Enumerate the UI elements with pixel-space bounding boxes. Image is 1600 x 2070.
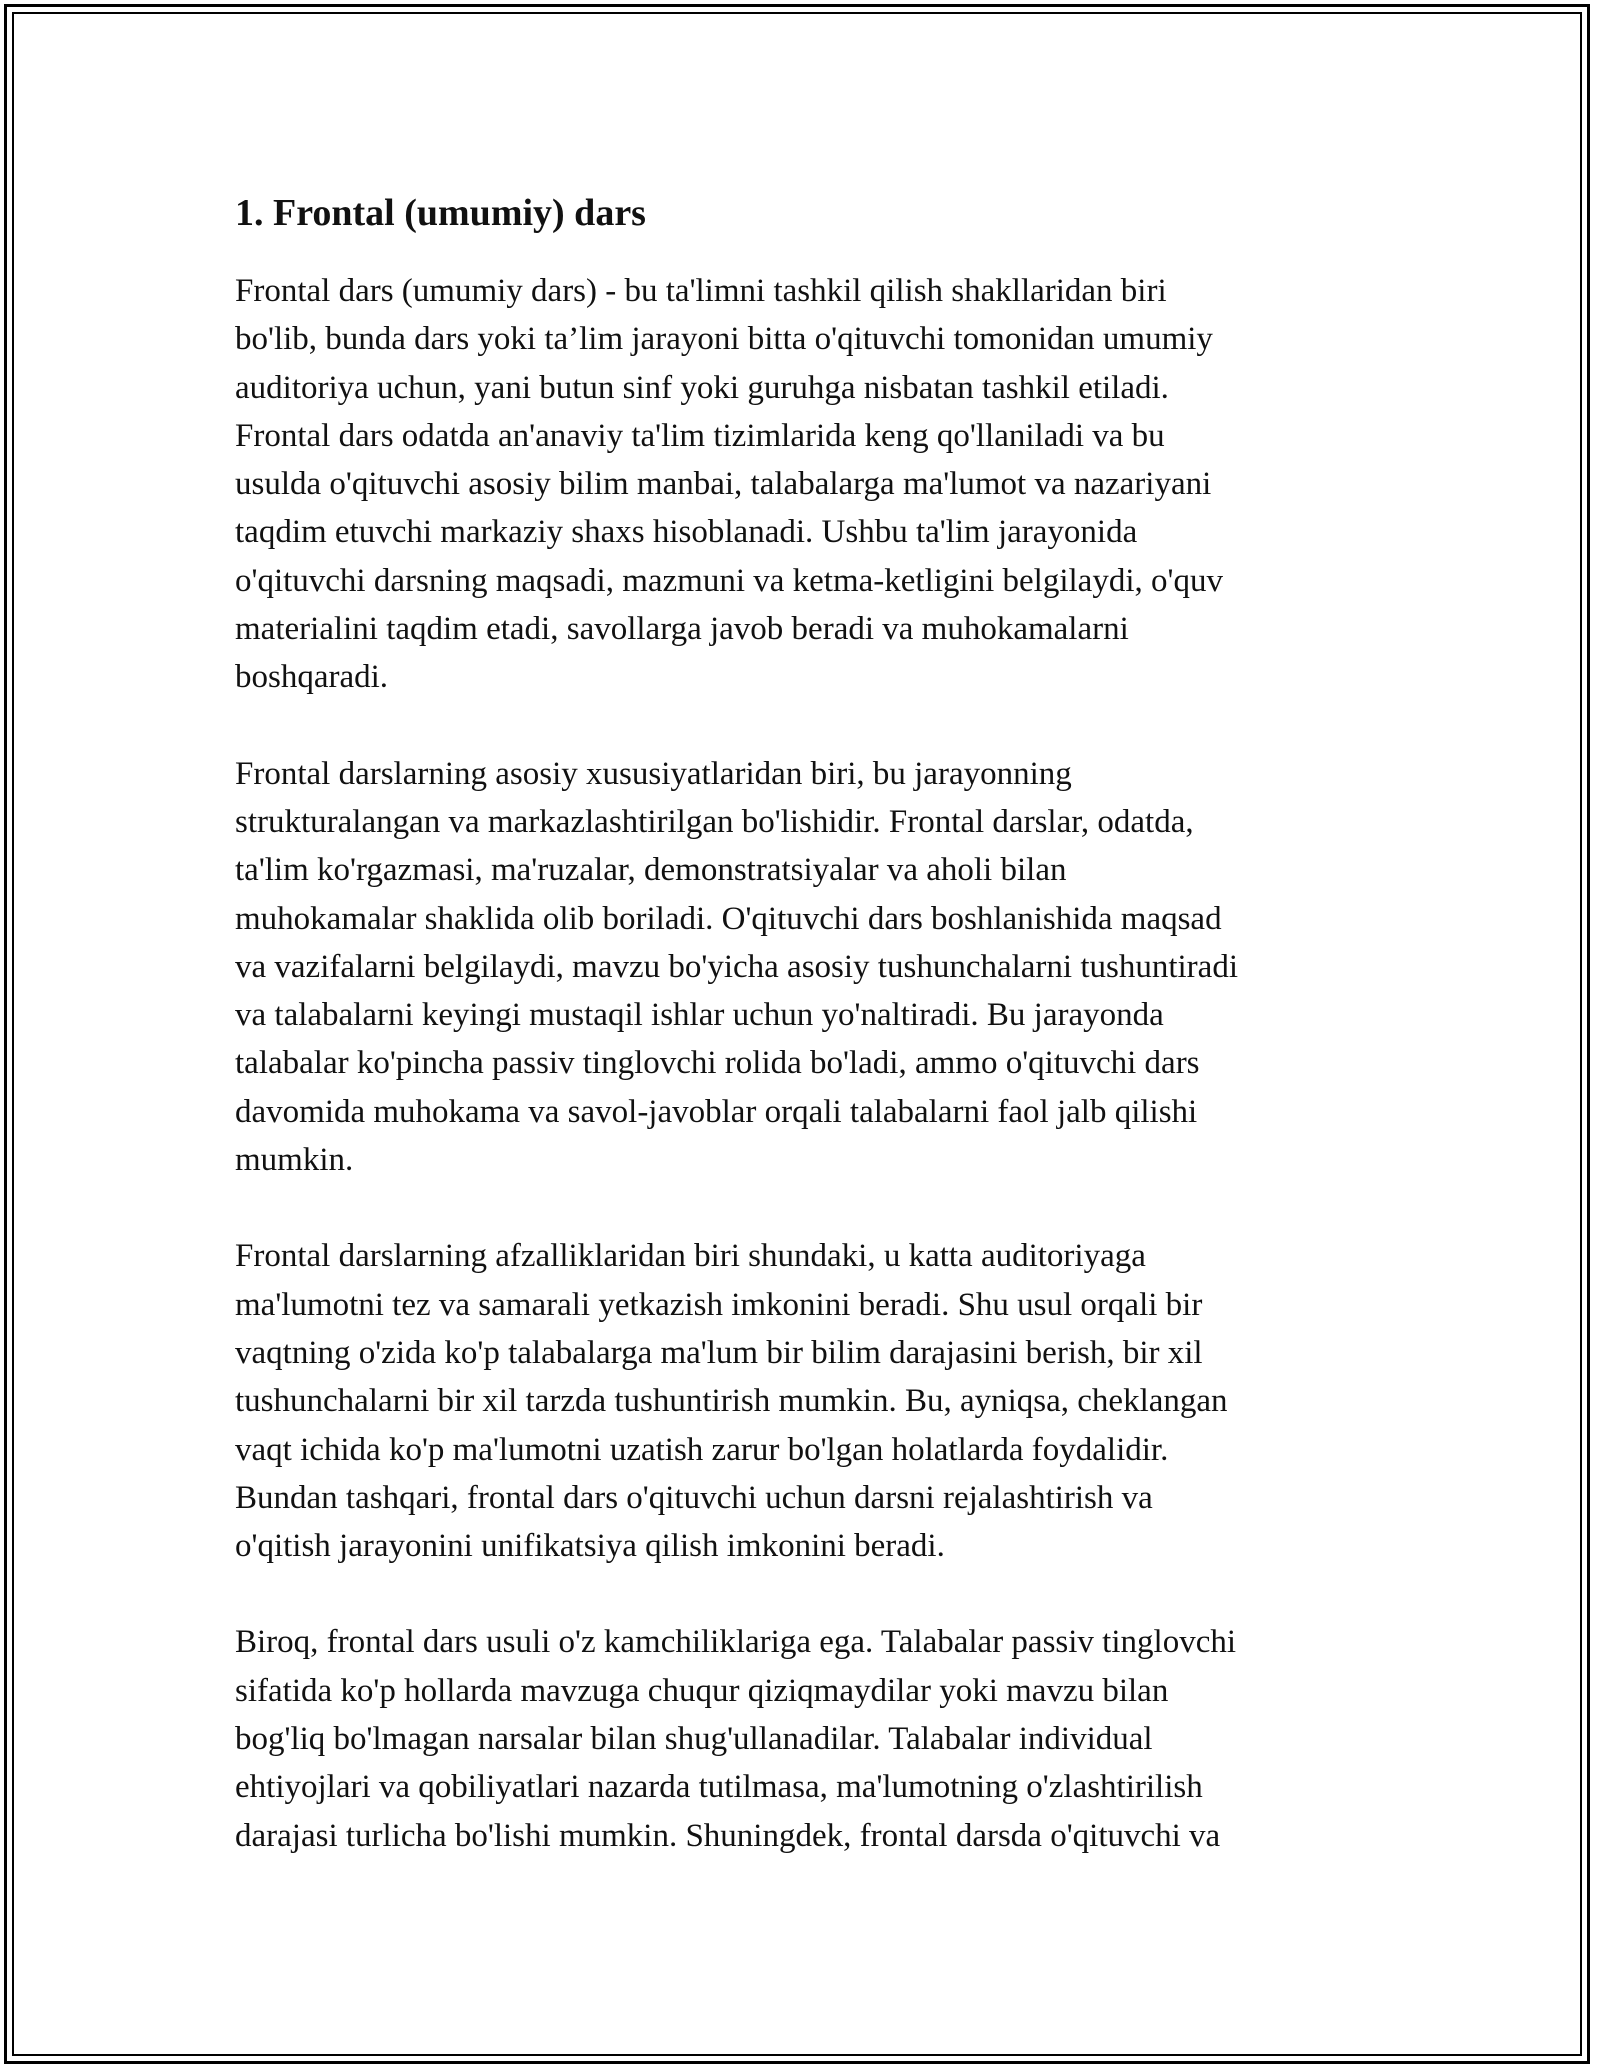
text-line: Frontal dars odatda an'anaviy ta'lim tizimlarida keng qo'llaniladi va bu xyxy=(235,417,1165,454)
text-line: talabalar ko'pincha passiv tinglovchi rolida bo'ladi, ammo o'qituvchi dars xyxy=(235,1045,1200,1082)
text-line: taqdim etuvchi markaziy shaxs hisoblanadi. Ushbu ta'lim jarayonida xyxy=(235,514,1138,551)
document-body xyxy=(235,185,1365,1908)
text-line: vaqtning o'zida ko'p talabalarga ma'lum bir bilim darajasini berish, bir xil xyxy=(235,1334,1203,1371)
text-line: darajasi turlicha bo'lishi mumkin. Shuningdek, frontal darsda o'qituvchi va xyxy=(235,1817,1221,1854)
text-line: bo'lib, bunda dars yoki ta’lim jarayoni bitta o'qituvchi tomonidan umumiy xyxy=(235,321,1213,358)
text-line: strukturalangan va markazlashtirilgan bo'lishidir. Frontal darslar, odatda, xyxy=(235,803,1194,840)
paragraph-4 xyxy=(235,1618,1365,1859)
text-line: boshqaradi. xyxy=(235,659,389,696)
text-line: tushunchalarni bir xil tarzda tushuntirish mumkin. Bu, ayniqsa, cheklangan xyxy=(235,1383,1228,1420)
text-line: Frontal darslarning afzalliklaridan biri shundaki, u katta auditoriyaga xyxy=(235,1238,1146,1275)
text-line: o'qitish jarayonini unifikatsiya qilish imkonini beradi. xyxy=(235,1528,945,1565)
text-line: Biroq, frontal dars usuli o'z kamchiliklariga ega. Talabalar passiv tinglovchi xyxy=(235,1624,1237,1661)
text-line: bog'liq bo'lmagan narsalar bilan shug'ullanadilar. Talabalar individual xyxy=(235,1721,1153,1758)
text-line: vaqt ichida ko'p ma'lumotni uzatish zarur bo'lgan holatlarda foydalidir. xyxy=(235,1431,1169,1468)
text-line: ta'lim ko'rgazmasi, ma'ruzalar, demonstratsiyalar va aholi bilan xyxy=(235,852,1067,889)
text-line: davomida muhokama va savol-javoblar orqali talabalarni faol jalb qilishi xyxy=(235,1093,1198,1130)
text-line: materialini taqdim etadi, savollarga javob beradi va muhokamalarni xyxy=(235,611,1129,648)
text-line: mumkin. xyxy=(235,1142,354,1179)
paragraph-1 xyxy=(235,267,1365,702)
text-line: va vazifalarni belgilaydi, mavzu bo'yicha asosiy tushunchalarni tushuntiradi xyxy=(235,948,1238,985)
paragraph-3 xyxy=(235,1232,1365,1570)
text-line: sifatida ko'p hollarda mavzuga chuqur qiziqmaydilar yoki mavzu bilan xyxy=(235,1672,1169,1709)
text-line: Frontal dars (umumiy dars) - bu ta'limni tashkil qilish shakllaridan biri xyxy=(235,273,1167,309)
text-line: muhokamalar shaklida olib boriladi. O'qituvchi dars boshlanishida maqsad xyxy=(235,900,1222,937)
text-line: ma'lumotni tez va samarali yetkazish imkonini beradi. Shu usul orqali bir xyxy=(235,1286,1203,1323)
text-line: Bundan tashqari, frontal dars o'qituvchi uchun darsni rejalashtirish va xyxy=(235,1479,1153,1516)
section-heading: 1. Frontal (umumiy) dars xyxy=(235,192,646,234)
text-line: auditoriya uchun, yani butun sinf yoki guruhga nisbatan tashkil etiladi. xyxy=(235,369,1169,406)
text-line: usulda o'qituvchi asosiy bilim manbai, talabalarga ma'lumot va nazariyani xyxy=(235,466,1212,503)
paragraph-2 xyxy=(235,750,1365,1185)
text-line: o'qituvchi darsning maqsadi, mazmuni va ketma-ketligini belgilaydi, o'quv xyxy=(235,562,1223,599)
text-line: ehtiyojlari va qobiliyatlari nazarda tutilmasa, ma'lumotning o'zlashtirilish xyxy=(235,1769,1203,1806)
text-line: va talabalarni keyingi mustaqil ishlar uchun yo'naltiradi. Bu jarayonda xyxy=(235,997,1164,1034)
text-line: Frontal darslarning asosiy xususiyatlaridan biri, bu jarayonning xyxy=(235,755,1072,792)
